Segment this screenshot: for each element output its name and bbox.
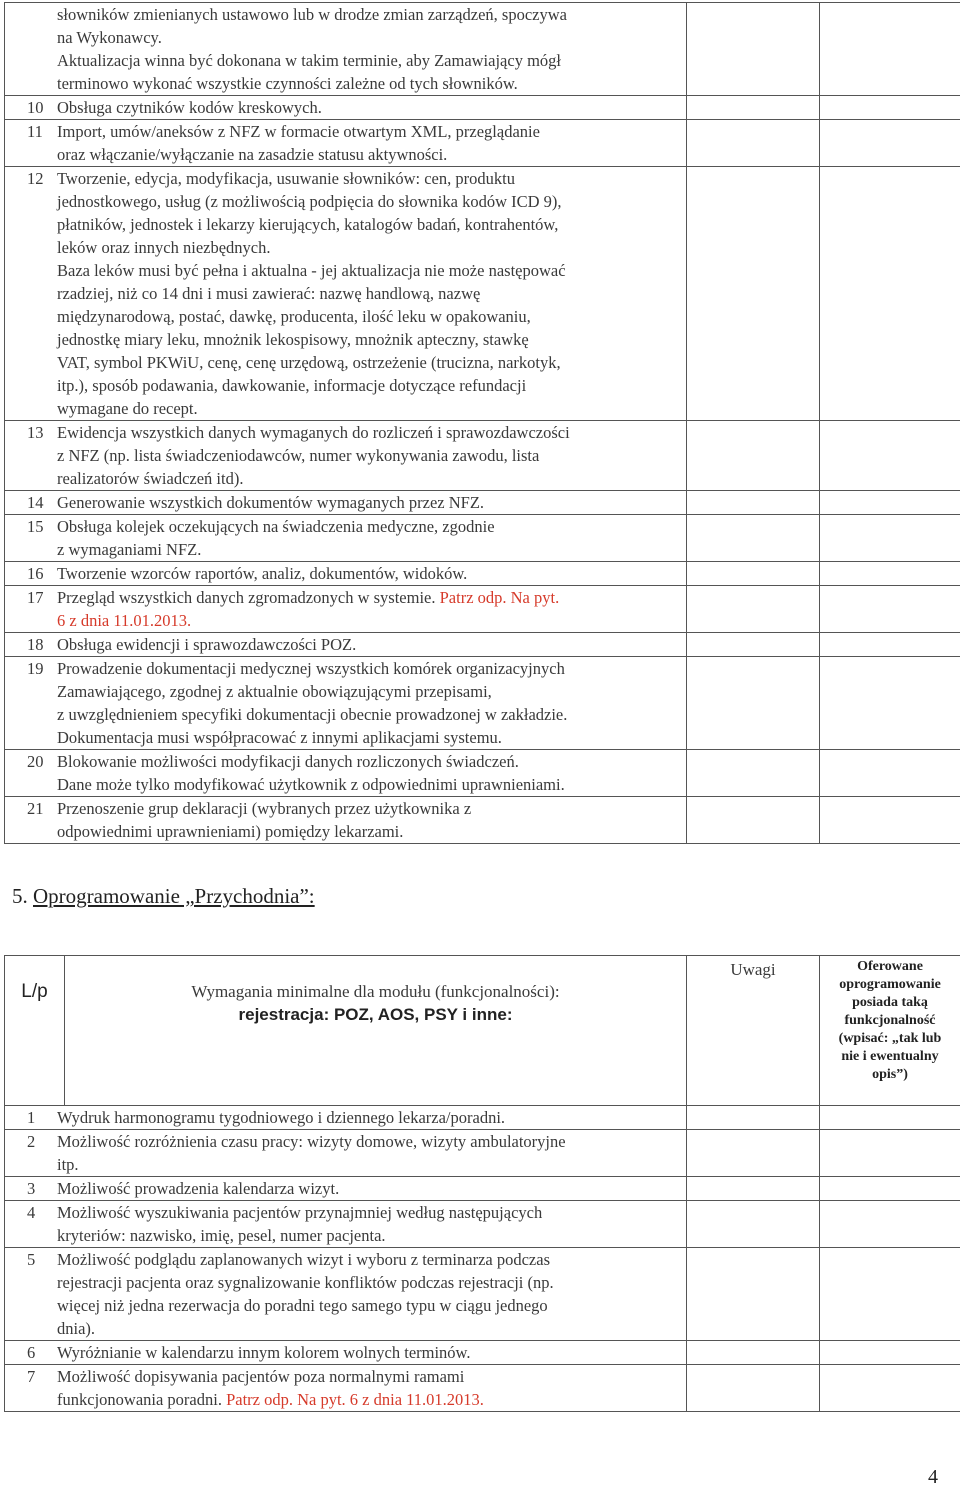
header-uwagi: Uwagi [687,956,820,1106]
oferowane-cell [820,562,960,586]
item-text-line: Możliwość podglądu zaplanowanych wizyt i wyboru z terminarza podczas [57,1250,551,1269]
header-oferowane-line: funkcjonalność [844,1013,936,1028]
item-text-line: Zamawiającego, zgodnej z aktualnie obowiązującymi przepisami, [57,682,492,701]
item-text-line: Tworzenie wzorców raportów, analiz, dokumentów, widoków. [57,564,468,583]
header-oferowane-line: oprogramowanie [839,977,941,992]
item-text-line: Blokowanie możliwości modyfikacji danych rozliczonych świadczeń. [57,752,519,771]
item-text-line: Możliwość dopisywania pacjentów poza normalnymi ramami [57,1367,465,1386]
item-text-line: funkcjonowania poradni. [57,1390,222,1409]
uwagi-cell [687,633,820,657]
item-text-line: odpowiednimi uprawnieniami) pomiędzy lekarzami. [57,822,404,841]
uwagi-cell [687,1201,820,1248]
requirement-cell [5,96,687,120]
table-row [5,421,960,491]
item-text-line: itp.), sposób podawania, dawkowanie, informacje dotyczące refundacji [57,376,527,395]
item-text [57,3,667,95]
table-row [5,750,960,797]
item-text-line: Wydruk harmonogramu tygodniowego i dziennego lekarza/poradni. [57,1108,506,1127]
table-row [5,1201,960,1248]
requirement-cell [5,3,687,96]
item-number: 20 [27,752,44,771]
table-row [5,633,960,657]
item-text-line: międzynarodową, postać, dawkę, producenta, ilość leku w opakowaniu, [57,307,531,326]
section-number: 5. [12,884,28,908]
header-lp: L/p [5,956,65,1106]
table-row [5,1248,960,1341]
item-text-line: z uwzględnieniem specyfiki dokumentacji obecnie prowadzonej w zakładzie. [57,705,568,724]
table-row [5,96,960,120]
item-text-line: z NFZ (np. lista świadczeniodawców, numer wykonywania zawodu, lista [57,446,540,465]
item-text-line: Wyróżnianie w kalendarzu innym kolorem wolnych terminów. [57,1343,471,1362]
requirement-cell [5,657,687,750]
uwagi-cell [687,1130,820,1177]
item-text-line: więcej niż jedna rezerwacja do poradni tego samego typu w ciągu jednego [57,1296,548,1315]
item-text-line: Możliwość rozróżnienia czasu pracy: wizyty domowe, wizyty ambulatoryjne [57,1132,566,1151]
item-text [57,1248,667,1340]
item-text [57,1106,667,1129]
item-text-line: rejestracji pacjenta oraz sygnalizowanie konfliktów podczas rejestracji (np. [57,1273,554,1292]
item-number: 19 [27,659,44,678]
uwagi-cell [687,167,820,421]
item-number: 11 [27,122,43,141]
item-text [57,96,667,119]
uwagi-cell [687,120,820,167]
item-text-line: terminowo wykonać wszystkie czynności zależne od tych słowników. [57,74,518,93]
item-text-line: Generowanie wszystkich dokumentów wymaganych przez NFZ. [57,493,485,512]
item-number: 5 [27,1250,36,1269]
requirement-cell [5,1201,687,1248]
requirement-cell [5,562,687,586]
table-row [5,491,960,515]
item-text-line: Ewidencja wszystkich danych wymaganych do rozliczeń i sprawozdawczości [57,423,570,442]
uwagi-cell [687,797,820,844]
oferowane-cell [820,491,960,515]
page-number: 4 [928,1466,938,1488]
requirement-cell [5,515,687,562]
requirement-cell [5,1248,687,1341]
table-row [5,586,960,633]
table-row [5,1130,960,1177]
item-text-line: Dane może tylko modyfikować użytkownik z odpowiednimi uprawnieniami. [57,775,565,794]
item-text-line: Prowadzenie dokumentacji medycznej wszystkich komórek organizacyjnych [57,659,565,678]
requirement-cell [5,1341,687,1365]
oferowane-cell [820,167,960,421]
item-text [57,750,667,796]
oferowane-cell [820,1201,960,1248]
item-text [57,1365,667,1411]
item-text-line: Możliwość prowadzenia kalendarza wizyt. [57,1179,340,1198]
uwagi-cell [687,562,820,586]
przychodnia-requirements-table [4,955,960,1412]
item-text-line: dnia). [57,1319,96,1338]
item-text [57,491,667,514]
header-requirements [65,956,687,1106]
header-oferowane-line: opis”) [872,1067,908,1082]
oferowane-cell [820,120,960,167]
oferowane-cell [820,1341,960,1365]
oferowane-cell [820,633,960,657]
item-text-line: Aktualizacja winna być dokonana w takim terminie, aby Zamawiający mógł [57,51,561,70]
uwagi-cell [687,657,820,750]
item-text [57,120,667,166]
table-row [5,1177,960,1201]
uwagi-cell [687,515,820,562]
item-text [57,1341,667,1364]
uwagi-cell [687,750,820,797]
item-text [57,657,667,749]
oferowane-cell [820,1106,960,1130]
item-text-line: oraz włączanie/wyłączanie na zasadzie statusu aktywności. [57,145,448,164]
item-number: 2 [27,1132,36,1151]
header-oferowane-line: Oferowane [857,959,923,974]
uwagi-cell [687,1365,820,1412]
item-text-line: na Wykonawcy. [57,28,162,47]
item-text-line: Obsługa ewidencji i sprawozdawczości POZ. [57,635,357,654]
item-number: 4 [27,1203,36,1222]
reference-note: Patrz odp. Na pyt. [439,588,560,607]
oferowane-cell [820,1177,960,1201]
item-number: 13 [27,423,44,442]
oferowane-cell [820,96,960,120]
requirement-cell [5,633,687,657]
item-text [57,797,667,843]
header-oferowane-line: (wpisać: „tak lub [838,1031,942,1046]
item-text-line: Obsługa kolejek oczekujących na świadczenia medyczne, zgodnie [57,517,495,536]
uwagi-cell [687,1248,820,1341]
table-row [5,515,960,562]
requirement-cell [5,586,687,633]
item-number: 15 [27,517,44,536]
oferowane-cell [820,797,960,844]
header-oferowane-line: nie i ewentualny [841,1049,939,1064]
requirement-cell [5,491,687,515]
item-number: 1 [27,1108,36,1127]
item-text-line: realizatorów świadczeń itd). [57,469,244,488]
table-row [5,3,960,96]
item-text [57,167,667,420]
table-row [5,562,960,586]
item-number: 16 [27,564,44,583]
item-text [57,1177,667,1200]
requirement-cell [5,1177,687,1201]
requirement-cell [5,1106,687,1130]
item-text-line: jednostkowego, usług (z możliwością podpięcia do słownika kodów ICD 9), [57,192,562,211]
table-row [5,1106,960,1130]
table-row [5,657,960,750]
requirement-cell [5,120,687,167]
item-text [57,586,667,632]
item-text-line: Obsługa czytników kodów kreskowych. [57,98,322,117]
item-number: 7 [27,1367,36,1386]
header-requirements-line2: rejestracja: POZ, AOS, PSY i inne: [238,1005,513,1024]
header-requirements-line1: Wymagania minimalne dla modułu (funkcjonalności): [191,982,560,1001]
item-text [57,421,667,490]
item-number: 12 [27,169,44,188]
oferowane-cell [820,1248,960,1341]
item-text [57,562,667,585]
item-text-line: Przenoszenie grup deklaracji (wybranych przez użytkownika z [57,799,472,818]
uwagi-cell [687,491,820,515]
oferowane-cell [820,1130,960,1177]
uwagi-cell [687,3,820,96]
oferowane-cell [820,1365,960,1412]
item-text [57,633,667,656]
item-text-line: Baza leków musi być pełna i aktualna - jej aktualizacja nie może następować [57,261,566,280]
table-row [5,797,960,844]
item-number: 17 [27,588,44,607]
item-text-line: z wymaganiami NFZ. [57,540,202,559]
item-text-line: rzadziej, niż co 14 dni i musi zawierać: nazwę handlową, nazwę [57,284,481,303]
item-number [5,3,57,95]
uwagi-cell [687,1177,820,1201]
item-text-line: wymagane do recept. [57,399,198,418]
reference-note: Patrz odp. Na pyt. 6 z dnia 11.01.2013. [226,1390,484,1409]
item-text-line: jednostkę miary leku, mnożnik lekospisowy, mnożnik apteczny, stawkę [57,330,529,349]
table-row [5,1341,960,1365]
uwagi-cell [687,1106,820,1130]
table-row [5,167,960,421]
header-oferowane [820,956,960,1106]
item-text-line: Możliwość wyszukiwania pacjentów przynajmniej według następujących [57,1203,543,1222]
reference-note: 6 z dnia 11.01.2013. [57,611,192,630]
item-text-line: Przegląd wszystkich danych zgromadzonych w systemie. [57,588,436,607]
item-number: 3 [27,1179,36,1198]
table-row [5,1365,960,1412]
item-text [57,1130,667,1176]
requirements-table-continued [4,2,960,844]
item-text-line: VAT, symbol PKWiU, cenę, cenę urzędową, ostrzeżenie (trucizna, narkotyk, [57,353,561,372]
uwagi-cell [687,586,820,633]
item-text-line: Dokumentacja musi współpracować z innymi aplikacjami systemu. [57,728,502,747]
oferowane-cell [820,586,960,633]
oferowane-cell [820,515,960,562]
uwagi-cell [687,1341,820,1365]
requirement-cell [5,797,687,844]
oferowane-cell [820,3,960,96]
item-text-line: słowników zmienianych ustawowo lub w drodze zmian zarządzeń, spoczywa [57,5,567,24]
header-oferowane-line: posiada taką [852,995,928,1010]
item-number: 18 [27,635,44,654]
requirement-cell [5,167,687,421]
item-text-line: płatników, jednostek i lekarzy kierujących, katalogów badań, kontrahentów, [57,215,559,234]
item-text-line: kryteriów: nazwisko, imię, pesel, numer pacjenta. [57,1226,386,1245]
item-number: 14 [27,493,44,512]
oferowane-cell [820,750,960,797]
uwagi-cell [687,421,820,491]
oferowane-cell [820,657,960,750]
item-text [57,1201,667,1247]
item-number: 21 [27,799,44,818]
section-title: Oprogramowanie „Przychodnia”: [33,884,315,908]
table-row [5,120,960,167]
item-text-line: leków oraz innych niezbędnych. [57,238,271,257]
requirement-cell [5,1130,687,1177]
oferowane-cell [820,421,960,491]
item-text-line: Import, umów/aneksów z NFZ w formacie otwartym XML, przeglądanie [57,122,540,141]
requirement-cell [5,421,687,491]
item-number: 6 [27,1343,36,1362]
section-heading [12,884,315,909]
item-text [57,515,667,561]
requirement-cell [5,1365,687,1412]
item-text-line: Tworzenie, edycja, modyfikacja, usuwanie słowników: cen, produktu [57,169,515,188]
requirement-cell [5,750,687,797]
item-number: 10 [27,98,44,117]
uwagi-cell [687,96,820,120]
item-text-line: itp. [57,1155,79,1174]
